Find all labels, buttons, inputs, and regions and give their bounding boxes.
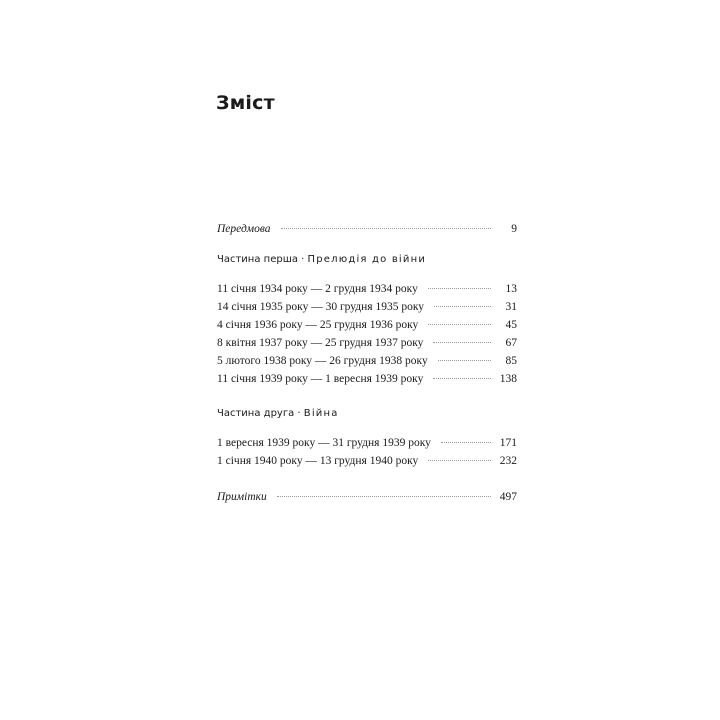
dot-leader (433, 378, 491, 379)
table-of-contents (217, 220, 517, 506)
toc-entry-label: 4 січня 1936 року — 25 грудня 1936 року (217, 319, 419, 331)
toc-entry-label: 11 січня 1934 року — 2 грудня 1934 року (217, 283, 418, 295)
toc-entry-page: 138 (499, 373, 517, 385)
toc-entry (217, 316, 517, 334)
part-heading-2 (217, 406, 517, 422)
toc-entry (217, 370, 517, 388)
dot-leader (438, 360, 491, 361)
dot-leader (428, 324, 491, 325)
part-name: Війна (303, 408, 339, 419)
part-name: Прелюдія до війни (307, 254, 427, 265)
toc-entry-label: 1 січня 1940 року — 13 грудня 1940 року (217, 455, 419, 467)
toc-entry-label: 14 січня 1935 року — 30 грудня 1935 року (217, 301, 425, 313)
dot-leader (433, 342, 491, 343)
toc-entry-notes (217, 488, 517, 506)
dot-leader (434, 306, 491, 307)
toc-entry-label: 1 вересня 1939 року — 31 грудня 1939 року (217, 437, 431, 449)
dot-leader (428, 288, 491, 289)
toc-entry-page: 9 (511, 223, 517, 235)
toc-entry-page: 67 (505, 337, 517, 349)
toc-entry-page: 31 (505, 301, 517, 313)
toc-entry-page: 85 (505, 355, 517, 367)
toc-entry-label: Примітки (217, 491, 267, 503)
toc-entry-page: 497 (499, 491, 517, 503)
toc-entry (217, 434, 517, 452)
dot-leader (281, 228, 491, 229)
toc-entry-label: 8 квітня 1937 року — 25 грудня 1937 року (217, 337, 424, 349)
toc-entry (217, 352, 517, 370)
page-title: Зміст (216, 92, 275, 114)
part-separator: · (297, 254, 308, 265)
toc-entry (217, 452, 517, 470)
toc-entry-label: 5 лютого 1938 року — 26 грудня 1938 року (217, 355, 428, 367)
toc-entry-label: Передмова (217, 223, 271, 235)
toc-entry-page: 232 (499, 455, 517, 467)
part-heading-1 (217, 252, 517, 268)
part-prefix: Частина перша (217, 254, 298, 265)
toc-entry-preface (217, 220, 517, 238)
part-separator: · (294, 408, 304, 419)
toc-entry-page: 171 (499, 437, 517, 449)
dot-leader (277, 496, 491, 497)
dot-leader (441, 442, 491, 443)
toc-entry-page: 13 (505, 283, 517, 295)
toc-entry-page: 45 (505, 319, 517, 331)
toc-entry-label: 11 січня 1939 року — 1 вересня 1939 року (217, 373, 424, 385)
toc-entry (217, 334, 517, 352)
toc-entry (217, 298, 517, 316)
toc-entry (217, 280, 517, 298)
dot-leader (428, 460, 491, 461)
part-prefix: Частина друга (217, 408, 295, 419)
